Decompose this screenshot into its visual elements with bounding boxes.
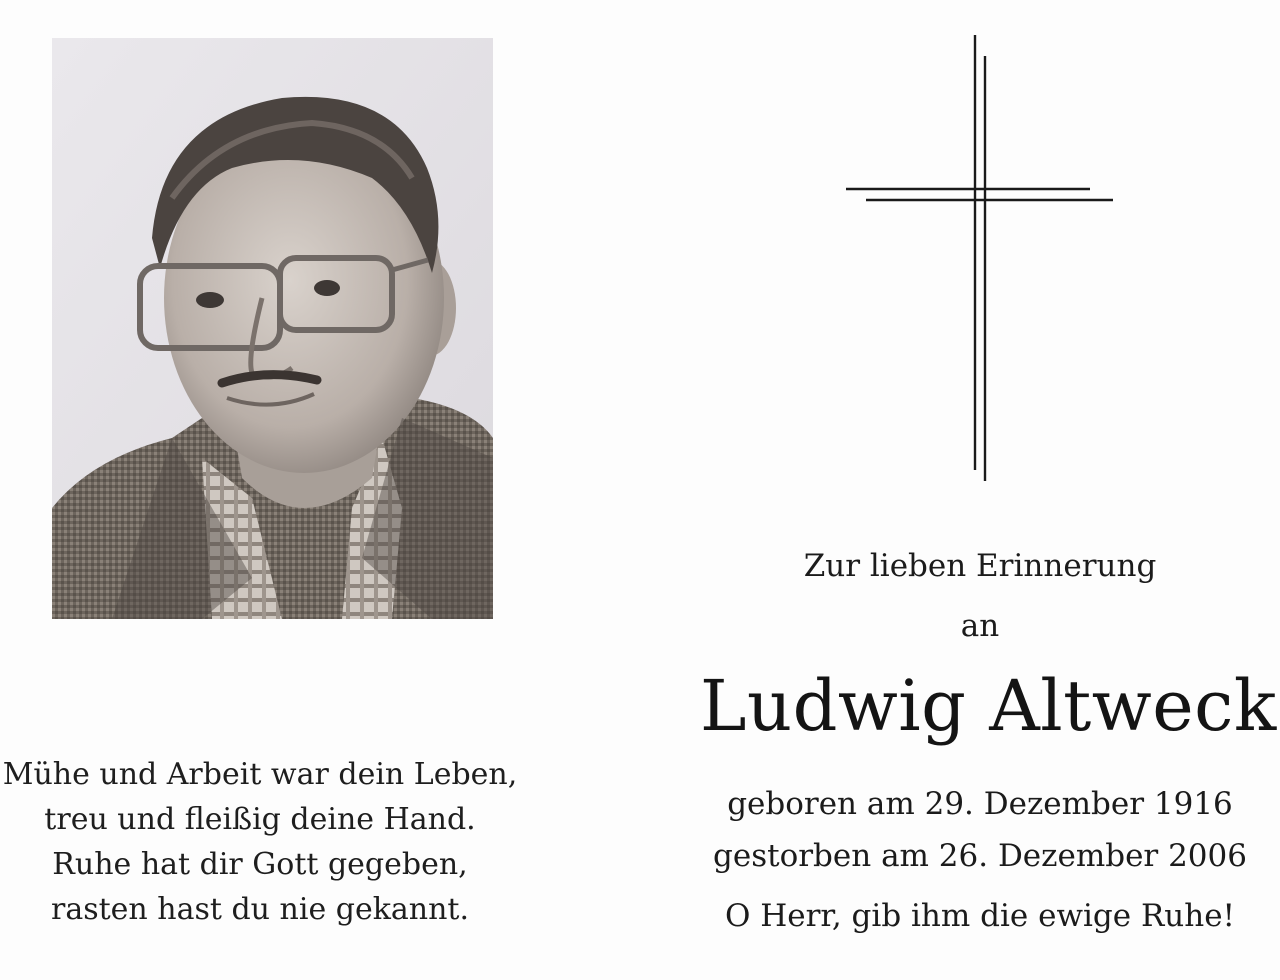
poem-line: Mühe und Arbeit war dein Leben,	[2, 757, 518, 792]
prayer-line: O Herr, gib ihm die ewige Ruhe!	[724, 898, 1236, 934]
poem-line: rasten hast du nie gekannt.	[50, 892, 469, 927]
birth-date: geboren am 29. Dezember 1916	[727, 786, 1233, 822]
poem-line: treu und fleißig deine Hand.	[44, 802, 476, 837]
memorial-intro: Zur lieben Erinnerung	[803, 548, 1157, 584]
deceased-name: Ludwig Altweck	[700, 665, 1277, 747]
death-date: gestorben am 26. Dezember 2006	[713, 838, 1247, 874]
poem	[0, 752, 520, 932]
portrait-photo	[52, 38, 493, 619]
memorial-to: an	[960, 608, 1000, 644]
cross-icon	[830, 30, 1130, 490]
poem-line: Ruhe hat dir Gott gegeben,	[52, 847, 468, 882]
